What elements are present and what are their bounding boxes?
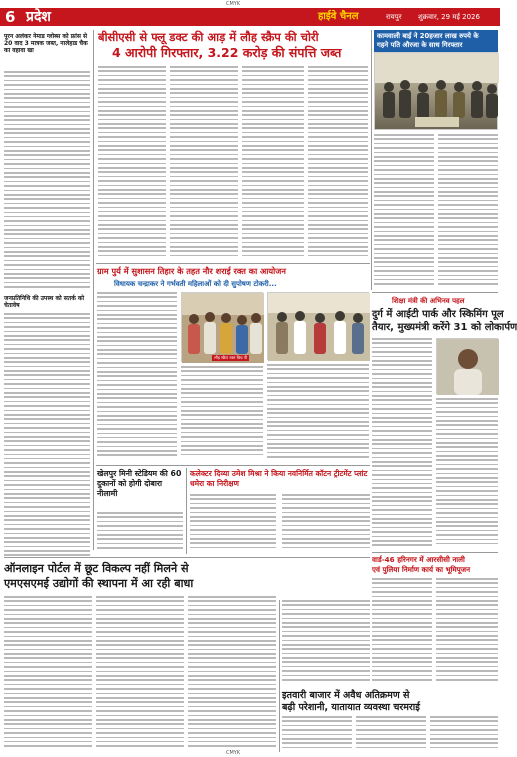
itwari-body-col1 <box>282 716 352 752</box>
ward-headline-line2: एवं पुलिया निर्माण कार्य का भूमिपूजन <box>372 565 471 574</box>
main-lead-body-col2 <box>170 66 238 260</box>
ward-body-col1 <box>372 578 432 688</box>
shiksha-headline-line2: तैयार, मुख्यमंत्री करेंगे 31 को लोकार्पण <box>372 322 517 333</box>
column-divider-right <box>371 30 372 290</box>
section-rule-ward <box>372 552 498 553</box>
top-right-headline <box>374 30 498 52</box>
shiksha-body-col2 <box>436 398 498 550</box>
itwari-body-lead <box>282 600 370 686</box>
second-lead-body-col3 <box>267 364 369 462</box>
online-headline-line1: ऑनलाइन पोर्टल में छूट विकल्प नहीं मिलने से <box>4 562 189 575</box>
online-body-col2 <box>96 596 184 752</box>
column-divider <box>93 30 94 550</box>
brand-name: हाईवे चैनल <box>318 11 359 22</box>
itwari-headline-line2: बढ़ी परेशानी, यातायात व्यवस्था चरमराई <box>282 702 420 713</box>
top-right-body-col1 <box>374 134 434 290</box>
second-lead-body-col1 <box>97 292 177 462</box>
itwari-headline <box>282 690 498 714</box>
event-photo-caption: लौह स्क्रैप रक्त बिच पी <box>214 355 248 360</box>
itwari-body-col2 <box>356 716 426 752</box>
main-lead-body-col4 <box>308 66 368 260</box>
top-color-mark: CMYK <box>226 1 241 7</box>
collector-illustration <box>268 293 370 361</box>
collector-headline: कलेक्टर दिव्या उमेश मिश्रा ने किया नवनिर्मित कॉटन ट्रीटमेंट प्लांट धमेरा का निरीक्षण <box>190 469 368 488</box>
ward-headline-line1: वार्ड-46 हरिनगर में आरसीसी नाली <box>372 555 465 564</box>
second-lead-headline: ग्राम पुर्य में सुशासन तिहार के तहत नौर शराई रक्त का आयोजन <box>97 266 286 276</box>
shiksha-headline <box>372 308 517 334</box>
left-top-body <box>4 71 90 291</box>
police-group-illustration <box>375 53 499 131</box>
section-rule <box>96 263 370 264</box>
police-group-photo <box>374 52 498 130</box>
swimming-body <box>97 512 183 554</box>
main-lead-body-col1 <box>98 66 166 260</box>
itwari-body-col3 <box>430 716 498 752</box>
city-name: रायपुर <box>386 13 402 21</box>
main-lead-headline-line2: 4 आरोपी गिरफ्तार, 3.22 करोड़ की संपत्ति जब्त <box>112 45 342 60</box>
online-headline-line2: एमएसएमई उद्योगों की स्थापना में आ रही बाधा <box>4 577 194 590</box>
main-lead-body-col3 <box>242 66 304 260</box>
event-illustration <box>182 293 264 363</box>
second-lead-subhead: विधायक चन्द्राकर ने गर्भवती महिलाओं को दी सुपोषण टोकरी... <box>114 280 277 288</box>
issue-date: शुक्रवार, 29 मई 2026 <box>418 13 480 21</box>
top-right-headline-line1: कामवाली बाई ने 20हजार लाख रुपये के <box>377 32 479 40</box>
event-photo <box>181 292 263 362</box>
top-right-body-col2 <box>438 134 498 290</box>
shiksha-photo <box>436 338 498 394</box>
shiksha-headline-line1: दुर्ग में आईटी पार्क और स्किमिंग पूल <box>372 309 504 320</box>
page-number: 6 <box>5 8 16 26</box>
main-lead-headline-line1: बीसीएसी से फ्लू डक्ट की आड़ में लौह स्क्रैप की चोरी <box>98 30 319 44</box>
swimming-headline: खेलपुर मिनी स्टेडियम की 60 दुकानों को होगी दोबारा नीलामी <box>97 469 182 498</box>
left-top-headline: पूरन अलंकर नेमाड ग्लोब्स को फ्रांस से 20 वाद 3 मात्रक जब्त, नालेहाड चैक का वहावा खा <box>4 33 88 54</box>
column-divider-bottom <box>279 600 280 752</box>
section-rule-online <box>4 557 370 558</box>
shiksha-illustration <box>437 339 499 395</box>
collector-photo <box>267 292 369 360</box>
online-body-col1 <box>4 596 92 752</box>
main-lead-headline <box>98 30 368 61</box>
section-title: प्रदेश <box>26 9 51 25</box>
section-rule-lower <box>96 465 370 466</box>
collector-body-col1 <box>190 494 276 554</box>
section-rule-right <box>372 292 498 293</box>
left-mid-body <box>4 313 90 563</box>
column-divider-lower <box>186 468 187 554</box>
masthead <box>0 0 500 27</box>
bottom-color-mark: CMYK <box>226 750 241 756</box>
shiksha-body-col1 <box>372 338 432 550</box>
collector-body-col2 <box>282 494 370 554</box>
second-lead-body-col2 <box>181 366 263 462</box>
itwari-headline-line1: इतवारी बाजार में अवैध अतिक्रमण से <box>282 690 410 701</box>
shiksha-kicker: शिक्षा मंत्री की अभिनव पहल <box>392 297 465 305</box>
online-headline <box>4 561 370 591</box>
online-body-col3 <box>188 596 276 752</box>
ward-body-col2 <box>436 578 498 688</box>
left-mid-headline: जनप्रतिनिधि की उपस्थ को सतर्क को चेतावेष <box>4 295 85 309</box>
top-right-headline-line2: गहने पति औरजा के साथ गिरफ्तार <box>377 41 463 49</box>
ward-headline <box>372 555 498 575</box>
